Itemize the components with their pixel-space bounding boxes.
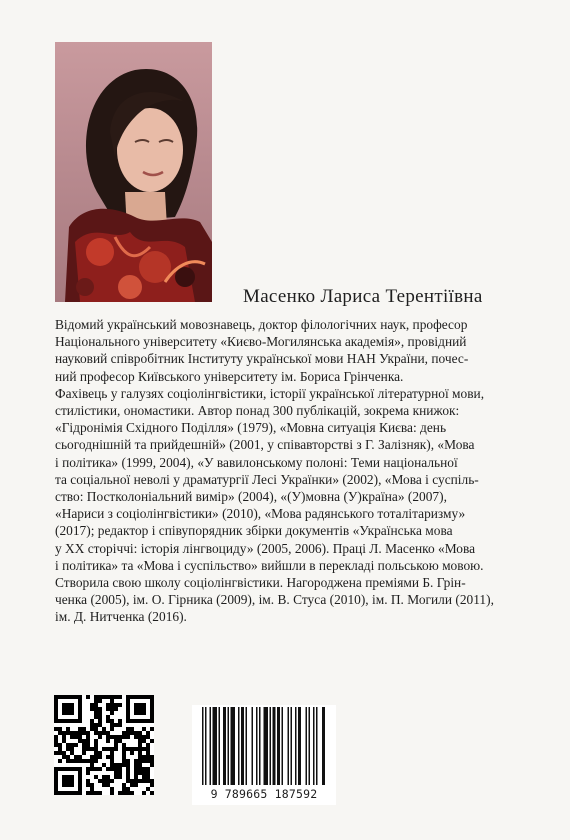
- bio-line: сьогоднішній та прийдешній» (2001, у співавторстві з Г. Залізняк), «Мова: [55, 437, 475, 453]
- bio-line: та соціальної неволі у драматургії Лесі Українки» (2002), «Мова і суспіль-: [55, 471, 479, 487]
- qr-code-graphic: [54, 695, 154, 795]
- bio-line: стилістики, ономастики. Автор понад 300 публікацій, зокрема книжок:: [55, 403, 460, 419]
- bio-line: Національного університету «Києво-Могилянська академія», провідний: [55, 334, 467, 350]
- bio-line: науковий співробітник Інституту української мови НАН України, почес-: [55, 351, 469, 367]
- barcode-icon: [192, 705, 336, 805]
- barcode-bars: [192, 705, 336, 787]
- bio-line: ім. Д. Нитченка (2016).: [55, 609, 187, 625]
- author-name: Масенко Лариса Терентіївна: [243, 286, 483, 307]
- bio-line: Відомий український мовознавець, доктор філологічних наук, професор: [55, 317, 468, 332]
- bio-line: і політика» та «Мова і суспільство» вийшли в перекладі польською мовою.: [55, 557, 484, 573]
- bio-line: у ХХ сторіччі: історія лінгвоциду» (2005, 2006). Праці Л. Масенко «Мова: [55, 540, 476, 556]
- bio-line: ство: Постколоніальний вимір» (2004), «(У)мовна (У)країна» (2007),: [55, 489, 447, 505]
- bio-line: Фахівець у галузях соціолінгвістики, історії української літературної мови,: [55, 385, 485, 401]
- bio-line: ний професор Київського університету ім. Бориса Грінченка.: [55, 368, 404, 384]
- bio-line: «Нариси з соціолінгвістики» (2010), «Мова радянського тоталітаризму»: [55, 506, 466, 522]
- bio-line: «Гідронімія Східного Поділля» (1979), «Мовна ситуація Києва: день: [55, 420, 447, 436]
- bio-line: (2017); редактор і співупорядник збірки документів «Українська мова: [55, 523, 453, 539]
- bio-line: ченка (2005), ім. О. Гірника (2009), ім. В. Стуса (2010), ім. П. Могили (2011),: [55, 592, 494, 608]
- bio-line: і політика» (1999, 2004), «У вавилонському полоні: Теми національної: [55, 454, 458, 470]
- author-photo: [55, 42, 212, 302]
- barcode-digits: 9 789665 187592: [210, 787, 318, 801]
- bio-line: Створила свою школу соціолінгвістики. Нагороджена преміями Б. Грін-: [55, 575, 466, 591]
- author-bio: [55, 316, 525, 626]
- author-portrait-illustration: [55, 42, 212, 302]
- qr-code-icon: [54, 695, 154, 795]
